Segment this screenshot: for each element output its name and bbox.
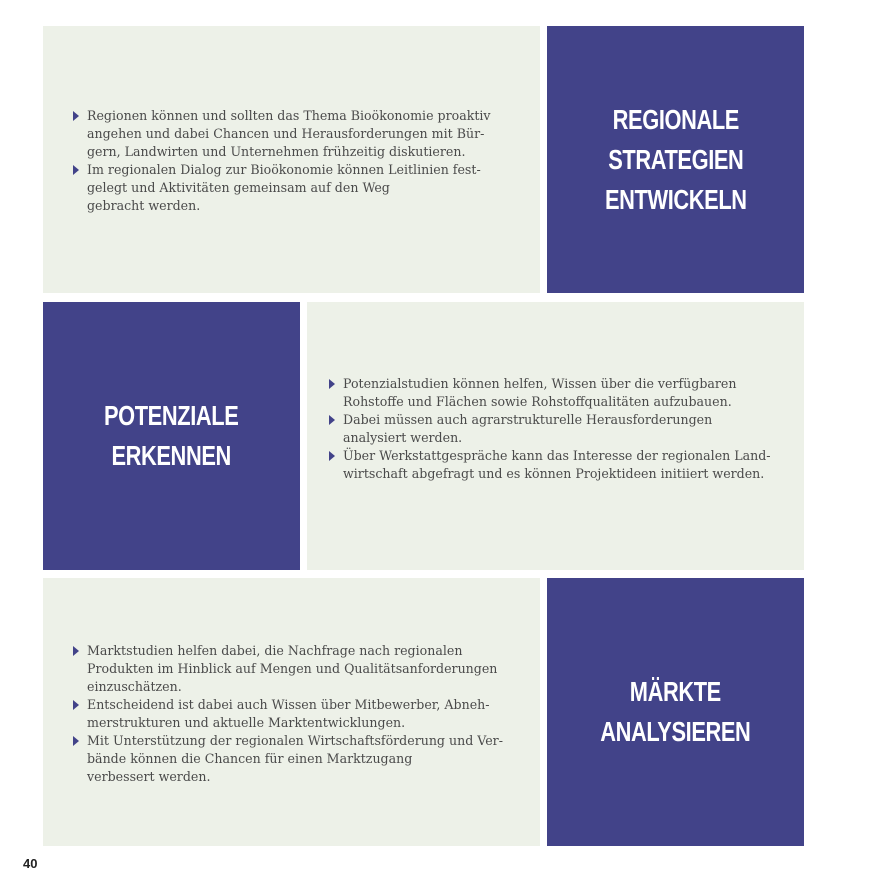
section-1-heading-panel xyxy=(547,26,804,293)
page-number: 40 xyxy=(23,856,38,871)
section-1-text-panel xyxy=(43,26,540,293)
triangle-bullet-icon xyxy=(73,700,79,710)
triangle-bullet-icon xyxy=(73,736,79,746)
section-2-bullet-list xyxy=(328,375,771,483)
section-3-text-panel xyxy=(43,578,540,846)
triangle-bullet-icon xyxy=(329,415,335,425)
section-1-heading: REGIONALE STRATEGIEN ENTWICKELN xyxy=(604,103,747,215)
section-3-bullet-list xyxy=(72,642,503,786)
bullet-item: Dabei müssen auch agrarstrukturelle Herausforderungen analysiert werden. xyxy=(328,411,771,447)
triangle-bullet-icon xyxy=(73,646,79,656)
section-2-heading-panel xyxy=(43,302,300,570)
triangle-bullet-icon xyxy=(73,165,79,175)
bullet-item: Potenzialstudien können helfen, Wissen über die verfügbaren Rohstoffe und Flächen sowie Rohstoffqualitäten aufzubauen. xyxy=(328,375,771,411)
section-3-heading-panel xyxy=(547,578,804,846)
triangle-bullet-icon xyxy=(73,111,79,121)
section-3-heading: MÄRKTE ANALYSIEREN xyxy=(600,676,751,747)
bullet-item: Mit Unterstützung der regionalen Wirtschaftsförderung und Ver- bände können die Chancen für einen Marktzugang verbessert werden. xyxy=(72,732,503,786)
triangle-bullet-icon xyxy=(329,379,335,389)
section-2-text-panel xyxy=(307,302,804,570)
bullet-item: Entscheidend ist dabei auch Wissen über Mitbewerber, Abneh- merstrukturen und aktuelle Marktentwicklungen. xyxy=(72,696,503,732)
bullet-item: Über Werkstattgespräche kann das Interesse der regionalen Land- wirtschaft abgefragt und es können Projektideen initiiert werden. xyxy=(328,447,771,483)
section-2-heading: POTENZIALE ERKENNEN xyxy=(104,400,239,471)
triangle-bullet-icon xyxy=(329,451,335,461)
section-1-bullet-list xyxy=(72,107,491,215)
bullet-item: Marktstudien helfen dabei, die Nachfrage nach regionalen Produkten im Hinblick auf Mengen und Qualitätsanforderungen einzuschätzen. xyxy=(72,642,503,696)
bullet-item: Im regionalen Dialog zur Bioökonomie können Leitlinien fest- gelegt und Aktivitäten gemeinsam auf den Weg gebracht werden. xyxy=(72,161,491,215)
bullet-item: Regionen können und sollten das Thema Bioökonomie proaktiv angehen und dabei Chancen und Herausforderungen mit Bür- gern, Landwirten und Unternehmen frühzeitig diskutieren. xyxy=(72,107,491,161)
